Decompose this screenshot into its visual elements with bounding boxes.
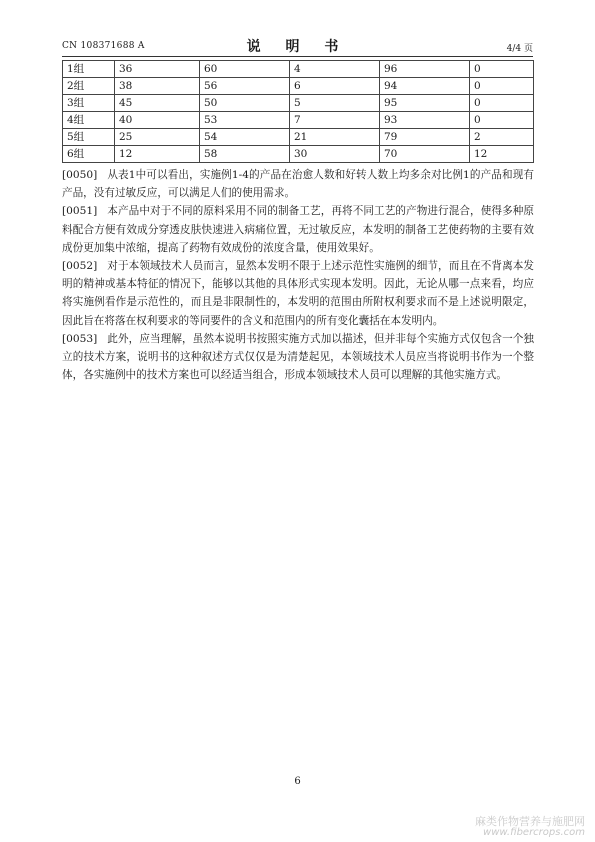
page-indicator: 4/4 页 (506, 44, 533, 54)
table-cell: 12 (470, 146, 534, 163)
table-cell: 36 (115, 61, 200, 78)
paragraph-text: 从表1中可以看出，实施例1-4的产品在治愈人数和好转人数上均多余对比例1的产品和现有产品，没有过敏反应，可以满足人们的使用需求。 (62, 169, 534, 200)
table-cell: 5 (290, 95, 380, 112)
table-cell: 0 (470, 61, 534, 78)
site-watermark-url: www.fibercrops.com (483, 827, 585, 838)
table-row (63, 146, 534, 163)
paragraph-0052 (62, 257, 534, 330)
table-cell: 6组 (63, 146, 115, 163)
paragraph-number: [0050] (62, 169, 98, 181)
table-cell: 54 (200, 129, 290, 146)
table-cell: 12 (115, 146, 200, 163)
table-cell: 7 (290, 112, 380, 129)
table-cell: 45 (115, 95, 200, 112)
table-row (63, 78, 534, 95)
table-cell: 40 (115, 112, 200, 129)
page-header (0, 36, 595, 56)
table-cell: 4组 (63, 112, 115, 129)
document-body (62, 166, 534, 384)
table-row (63, 129, 534, 146)
table-row (63, 112, 534, 129)
table-cell: 2 (470, 129, 534, 146)
table-cell: 70 (380, 146, 470, 163)
results-table-body (63, 61, 534, 163)
table-cell: 25 (115, 129, 200, 146)
paragraph-text: 此外，应当理解，虽然本说明书按照实施方式加以描述，但并非每个实施方式仅包含一个独立的技术方案，说明书的这种叙述方式仅仅是为清楚起见，本领域技术人员应当将说明书作为一个整体，各实施例中的技术方案也可以经适当组合，形成本领域技术人员可以理解的其他实施方式。 (62, 332, 534, 382)
table-cell: 58 (200, 146, 290, 163)
table-cell: 5组 (63, 129, 115, 146)
table-cell: 0 (470, 78, 534, 95)
table-cell: 38 (115, 78, 200, 95)
table-cell: 0 (470, 112, 534, 129)
paragraph-text: 对于本领域技术人员而言，显然本发明不限于上述示范性实施例的细节，而且在不背离本发明的精神或基本特征的情况下，能够以其他的具体形式实现本发明。因此，无论从哪一点来看，均应将实施例看作是示范性的，而且是非限制性的，本发明的范围由所附权利要求而不是上述说明限定，因此旨在将落在权利要求的等同要件的含义和范围内的所有变化囊括在本发明内。 (62, 260, 534, 327)
paragraph-0050 (62, 166, 534, 202)
table-cell: 1组 (63, 61, 115, 78)
table-cell: 6 (290, 78, 380, 95)
paragraph-0053 (62, 330, 534, 385)
paragraph-number: [0053] (62, 332, 98, 345)
table-cell: 95 (380, 95, 470, 112)
paragraph-text: 本产品中对于不同的原料采用不同的制备工艺，再将不同工艺的产物进行混合，使得多种原料配合方便有效成分穿透皮肤快速进入病痛位置，无过敏反应，本发明的制备工艺使药物的主要有效成份更加集中浓缩，提高了药物有效成份的浓度含量，使用效果好。 (62, 205, 534, 254)
table-cell: 4 (290, 61, 380, 78)
patent-number: CN 108371688 A (62, 41, 145, 51)
site-watermark: 麻类作物营养与施肥网 (475, 815, 585, 828)
table-cell: 60 (200, 61, 290, 78)
table-cell: 30 (290, 146, 380, 163)
table-cell: 93 (380, 112, 470, 129)
table-cell: 3组 (63, 95, 115, 112)
table-cell: 79 (380, 129, 470, 146)
table-row (63, 61, 534, 78)
table-cell: 53 (200, 112, 290, 129)
page-number: 6 (294, 776, 301, 787)
document-title: 说 明 书 (246, 39, 349, 55)
table-cell: 2组 (63, 78, 115, 95)
paragraph-number: [0051] (62, 205, 98, 218)
paragraph-number: [0052] (62, 260, 98, 273)
results-table (62, 60, 534, 163)
paragraph-0051 (62, 202, 534, 257)
header-divider (62, 56, 533, 57)
table-cell: 21 (290, 129, 380, 146)
table-cell: 96 (380, 61, 470, 78)
table-cell: 50 (200, 95, 290, 112)
table-cell: 56 (200, 78, 290, 95)
table-row (63, 95, 534, 112)
table-cell: 0 (470, 95, 534, 112)
table-cell: 94 (380, 78, 470, 95)
